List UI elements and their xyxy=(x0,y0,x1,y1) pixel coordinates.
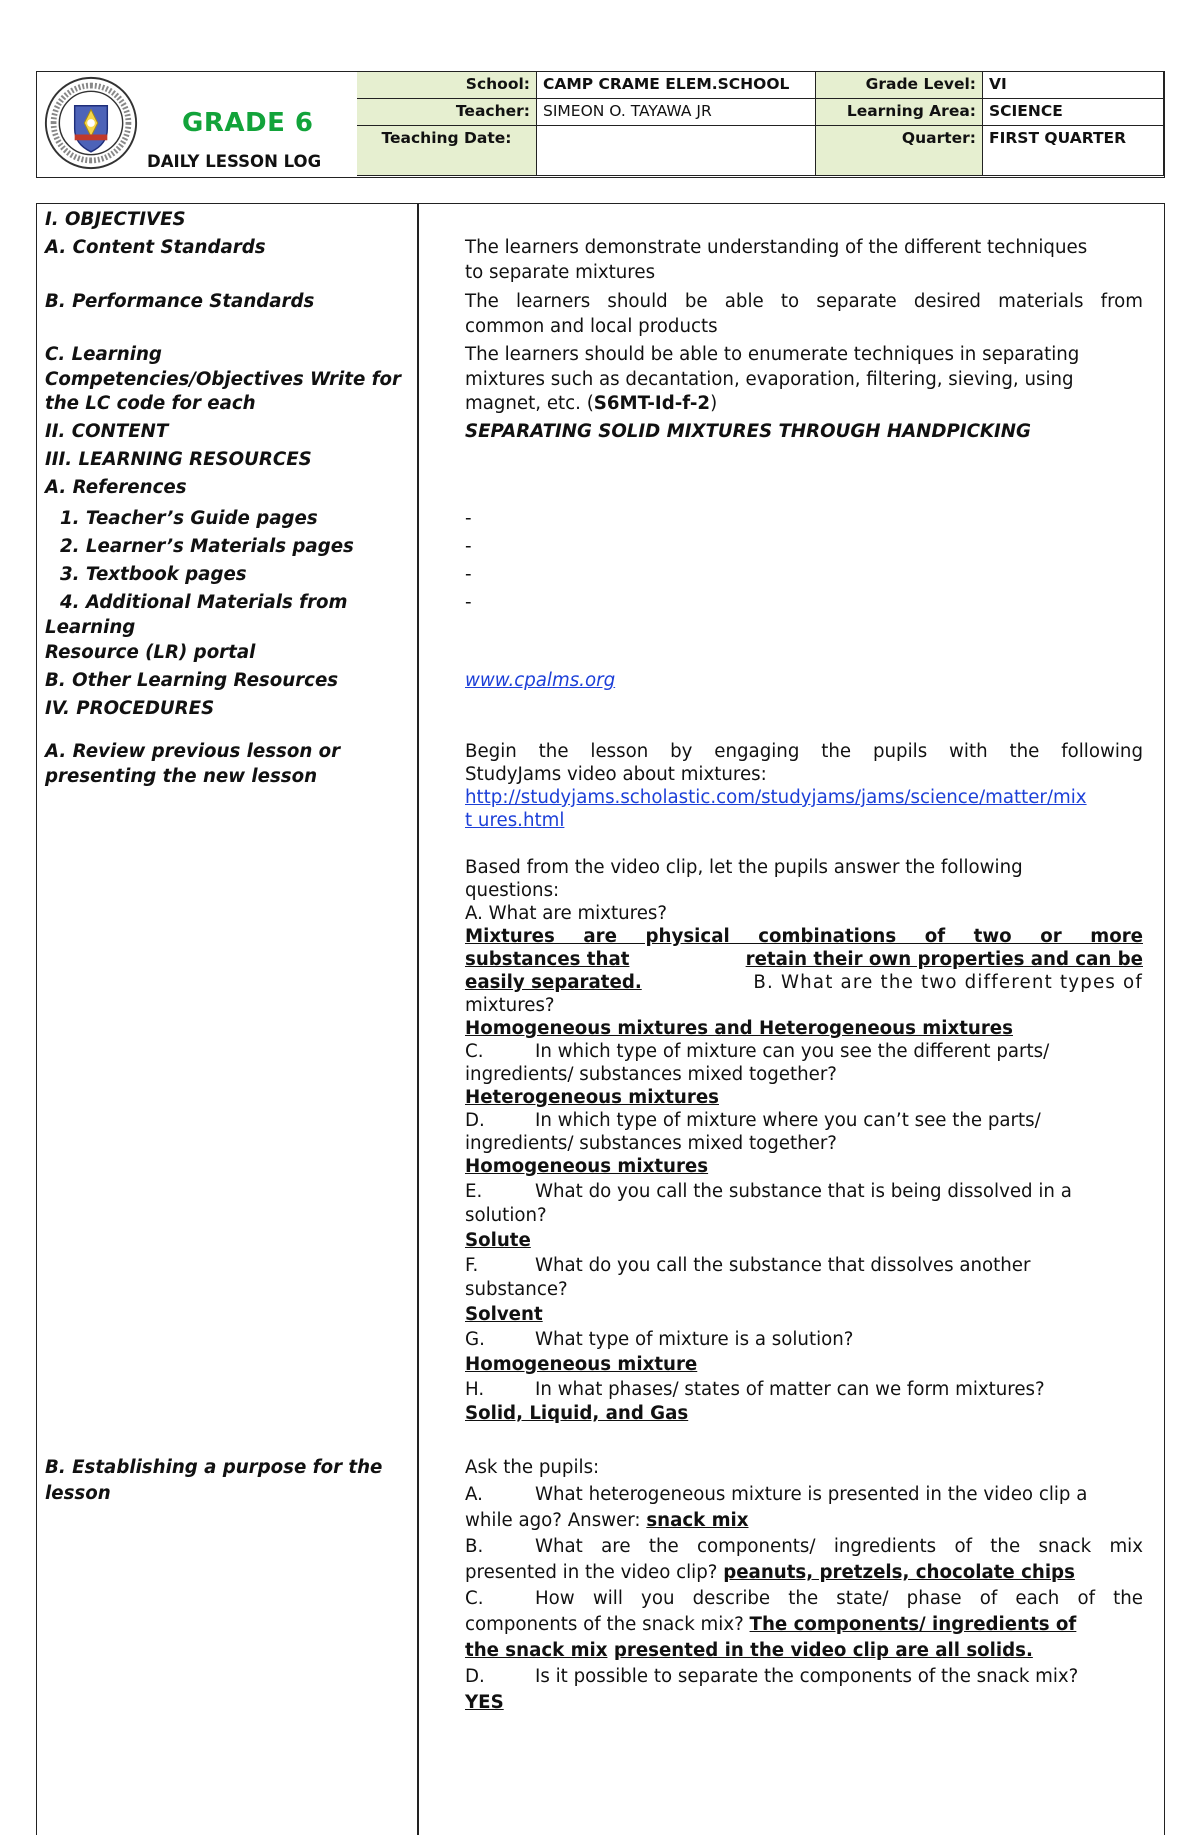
review-begin-1: Begin the lesson by engaging the pupils with the following xyxy=(465,741,1143,762)
performance-standards-text-2: common and local products xyxy=(465,316,718,337)
objectives-heading: I. OBJECTIVES xyxy=(45,209,186,230)
teachers-guide-label: 1. Teacher’s Guide pages xyxy=(60,508,318,529)
review-label-2: presenting the new lesson xyxy=(45,766,318,787)
question-b-2: mixtures? xyxy=(465,995,555,1016)
learning-competencies-label-2: Competencies/Objectives Write for xyxy=(45,369,401,390)
textbook-pages-value: - xyxy=(465,564,472,585)
purpose-question-d-1: D. Is it possible to separate the components of the snack mix? xyxy=(465,1666,1079,1687)
purpose-answer-b: peanuts, pretzels, chocolate chips xyxy=(723,1562,1075,1583)
teaching-date-label: Teaching Date: xyxy=(357,126,537,176)
question-a: A. What are mixtures? xyxy=(465,903,668,924)
answer-a-1: Mixtures are physical combinations of two or more xyxy=(465,926,1143,947)
purpose-question-a-2: while ago? Answer: snack mix xyxy=(465,1510,749,1531)
question-e-1: E. What do you call the substance that is being dissolved in a xyxy=(465,1181,1072,1202)
answer-a-2: substances that retain their own properties and can be xyxy=(465,949,1143,970)
grade-title: GRADE 6 xyxy=(182,108,314,138)
question-g-1: G. What type of mixture is a solution? xyxy=(465,1329,854,1350)
answer-h: Solid, Liquid, and Gas xyxy=(465,1403,689,1424)
learning-area-value: SCIENCE xyxy=(983,99,1164,126)
purpose-answer-a: snack mix xyxy=(646,1510,749,1531)
learning-competencies-label-1: C. Learning xyxy=(45,344,162,365)
additional-materials-label-3: Resource (LR) portal xyxy=(45,642,256,663)
learning-competencies-text-3: magnet, etc. (S6MT-Id-f-2) xyxy=(465,393,718,414)
teachers-guide-value: - xyxy=(465,508,472,529)
review-label-1: A. Review previous lesson or xyxy=(45,741,341,762)
column-divider xyxy=(417,203,419,1835)
answer-a-3: easily separated. B. What are the two different types of xyxy=(465,972,1143,993)
review-based-2: questions: xyxy=(465,880,560,901)
answer-f: Solvent xyxy=(465,1304,543,1325)
question-e-2: solution? xyxy=(465,1205,547,1226)
studyjams-link-1[interactable]: http://studyjams.scholastic.com/studyjams/jams/science/matter/mix xyxy=(465,787,1087,808)
school-label: School: xyxy=(357,72,537,99)
answer-c: Heterogeneous mixtures xyxy=(465,1087,719,1108)
question-d-2: ingredients/ substances mixed together? xyxy=(465,1133,837,1154)
content-standards-label: A. Content Standards xyxy=(45,237,266,258)
textbook-pages-label: 3. Textbook pages xyxy=(60,564,247,585)
answer-e: Solute xyxy=(465,1230,531,1251)
purpose-question-b-2: presented in the video clip? peanuts, pretzels, chocolate chips xyxy=(465,1562,1075,1583)
purpose-answer-c-2: the snack mix presented in the video clip are all solids. xyxy=(465,1640,1033,1661)
references-label: A. References xyxy=(45,477,187,498)
school-value: CAMP CRAME ELEM.SCHOOL xyxy=(537,72,816,99)
purpose-label-2: lesson xyxy=(45,1483,111,1504)
performance-standards-label: B. Performance Standards xyxy=(45,291,315,312)
purpose-question-c-1: C. How will you describe the state/ phase of each of the xyxy=(465,1588,1143,1609)
deped-seal-icon xyxy=(43,75,139,171)
lc-code: S6MT-Id-f-2 xyxy=(593,393,711,414)
review-begin-2: StudyJams video about mixtures: xyxy=(465,764,767,785)
answer-d: Homogeneous mixtures xyxy=(465,1156,709,1177)
content-standards-text-1: The learners demonstrate understanding of the different techniques xyxy=(465,237,1088,258)
question-f-2: substance? xyxy=(465,1279,568,1300)
learning-resources-heading: III. LEARNING RESOURCES xyxy=(45,449,312,470)
daily-lesson-log-title: DAILY LESSON LOG xyxy=(147,152,322,171)
question-d-1: D. In which type of mixture where you can’t see the parts/ xyxy=(465,1110,1041,1131)
learners-materials-value: - xyxy=(465,536,472,557)
question-c-1: C. In which type of mixture can you see the different parts/ xyxy=(465,1041,1050,1062)
review-based-1: Based from the video clip, let the pupils answer the following xyxy=(465,857,1023,878)
quarter-value: FIRST QUARTER xyxy=(983,126,1164,176)
content-text: SEPARATING SOLID MIXTURES THROUGH HANDPICKING xyxy=(465,421,1031,442)
purpose-answer-d: YES xyxy=(465,1692,504,1713)
content-heading: II. CONTENT xyxy=(45,421,169,442)
performance-standards-text-1: The learners should be able to separate desired materials from xyxy=(465,291,1143,312)
cpalms-link[interactable]: www.cpalms.org xyxy=(465,670,616,691)
learning-area-label: Learning Area: xyxy=(816,99,983,126)
learning-competencies-label-3: the LC code for each xyxy=(45,393,256,414)
header-table xyxy=(36,71,1165,178)
learning-competencies-text-1: The learners should be able to enumerate techniques in separating xyxy=(465,344,1080,365)
question-f-1: F. What do you call the substance that dissolves another xyxy=(465,1255,1031,1276)
learners-materials-label: 2. Learner’s Materials pages xyxy=(60,536,354,557)
grade-level-label: Grade Level: xyxy=(816,72,983,99)
content-standards-text-2: to separate mixtures xyxy=(465,262,656,283)
other-resources-label: B. Other Learning Resources xyxy=(45,670,339,691)
additional-materials-label-2: Learning xyxy=(45,617,136,638)
teaching-date-value xyxy=(537,126,816,176)
question-h-1: H. In what phases/ states of matter can we form mixtures? xyxy=(465,1379,1045,1400)
additional-materials-label-1: 4. Additional Materials from xyxy=(60,592,348,613)
answer-g: Homogeneous mixture xyxy=(465,1354,698,1375)
additional-materials-value: - xyxy=(465,592,472,613)
answer-b: Homogeneous mixtures and Heterogeneous mixtures xyxy=(465,1018,1013,1039)
purpose-question-b-1: B. What are the components/ ingredients of the snack mix xyxy=(465,1536,1143,1557)
teacher-label: Teacher: xyxy=(357,99,537,126)
teacher-value: SIMEON O. TAYAWA JR xyxy=(537,99,816,126)
logo-cell xyxy=(37,72,358,176)
purpose-question-c-2: components of the snack mix? The components/ ingredients of xyxy=(465,1614,1077,1635)
studyjams-link-2[interactable]: t ures.html xyxy=(465,810,565,831)
header-fields xyxy=(357,72,1164,176)
quarter-label: Quarter: xyxy=(816,126,983,176)
grade-level-value: VI xyxy=(983,72,1164,99)
procedures-heading: IV. PROCEDURES xyxy=(45,698,215,719)
purpose-question-a-1: A. What heterogeneous mixture is presented in the video clip a xyxy=(465,1484,1088,1505)
purpose-label-1: B. Establishing a purpose for the xyxy=(45,1457,383,1478)
learning-competencies-text-2: mixtures such as decantation, evaporation, filtering, sieving, using xyxy=(465,369,1074,390)
question-c-2: ingredients/ substances mixed together? xyxy=(465,1064,837,1085)
purpose-ask: Ask the pupils: xyxy=(465,1457,600,1478)
